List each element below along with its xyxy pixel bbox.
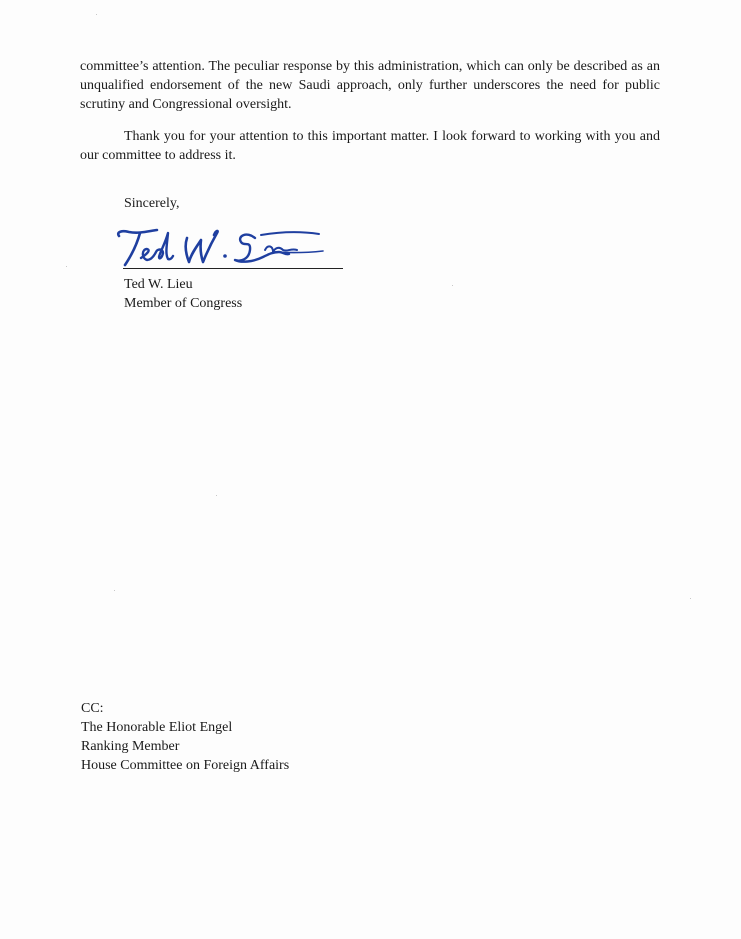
scan-speck bbox=[452, 285, 453, 286]
scan-speck bbox=[690, 598, 691, 599]
cc-label: CC: bbox=[81, 701, 104, 716]
cc-recipient-name: The Honorable Eliot Engel bbox=[81, 720, 233, 735]
signer-block bbox=[124, 275, 242, 313]
body-paragraph-1: committee’s attention. The peculiar response by this administration, which can only be described as an unqualified endorsement of the new Saudi approach, only further underscores the need for public scrutiny and Congressional oversight. bbox=[80, 59, 660, 112]
scan-speck bbox=[114, 590, 115, 591]
signer-title: Member of Congress bbox=[124, 296, 243, 311]
signer-name: Ted W. Lieu bbox=[124, 277, 193, 292]
body-paragraph-2: Thank you for your attention to this important matter. I look forward to working with you and our committee to address it. bbox=[80, 129, 660, 163]
cc-recipient-role: Ranking Member bbox=[81, 739, 180, 754]
handwritten-signature bbox=[113, 222, 343, 272]
signature-line bbox=[123, 268, 343, 269]
scan-speck bbox=[216, 495, 217, 496]
cc-recipient-committee: House Committee on Foreign Affairs bbox=[81, 758, 290, 773]
cc-block bbox=[81, 699, 289, 775]
scan-speck bbox=[66, 266, 67, 267]
closing-salutation: Sincerely, bbox=[124, 196, 180, 211]
scan-speck bbox=[96, 14, 97, 15]
